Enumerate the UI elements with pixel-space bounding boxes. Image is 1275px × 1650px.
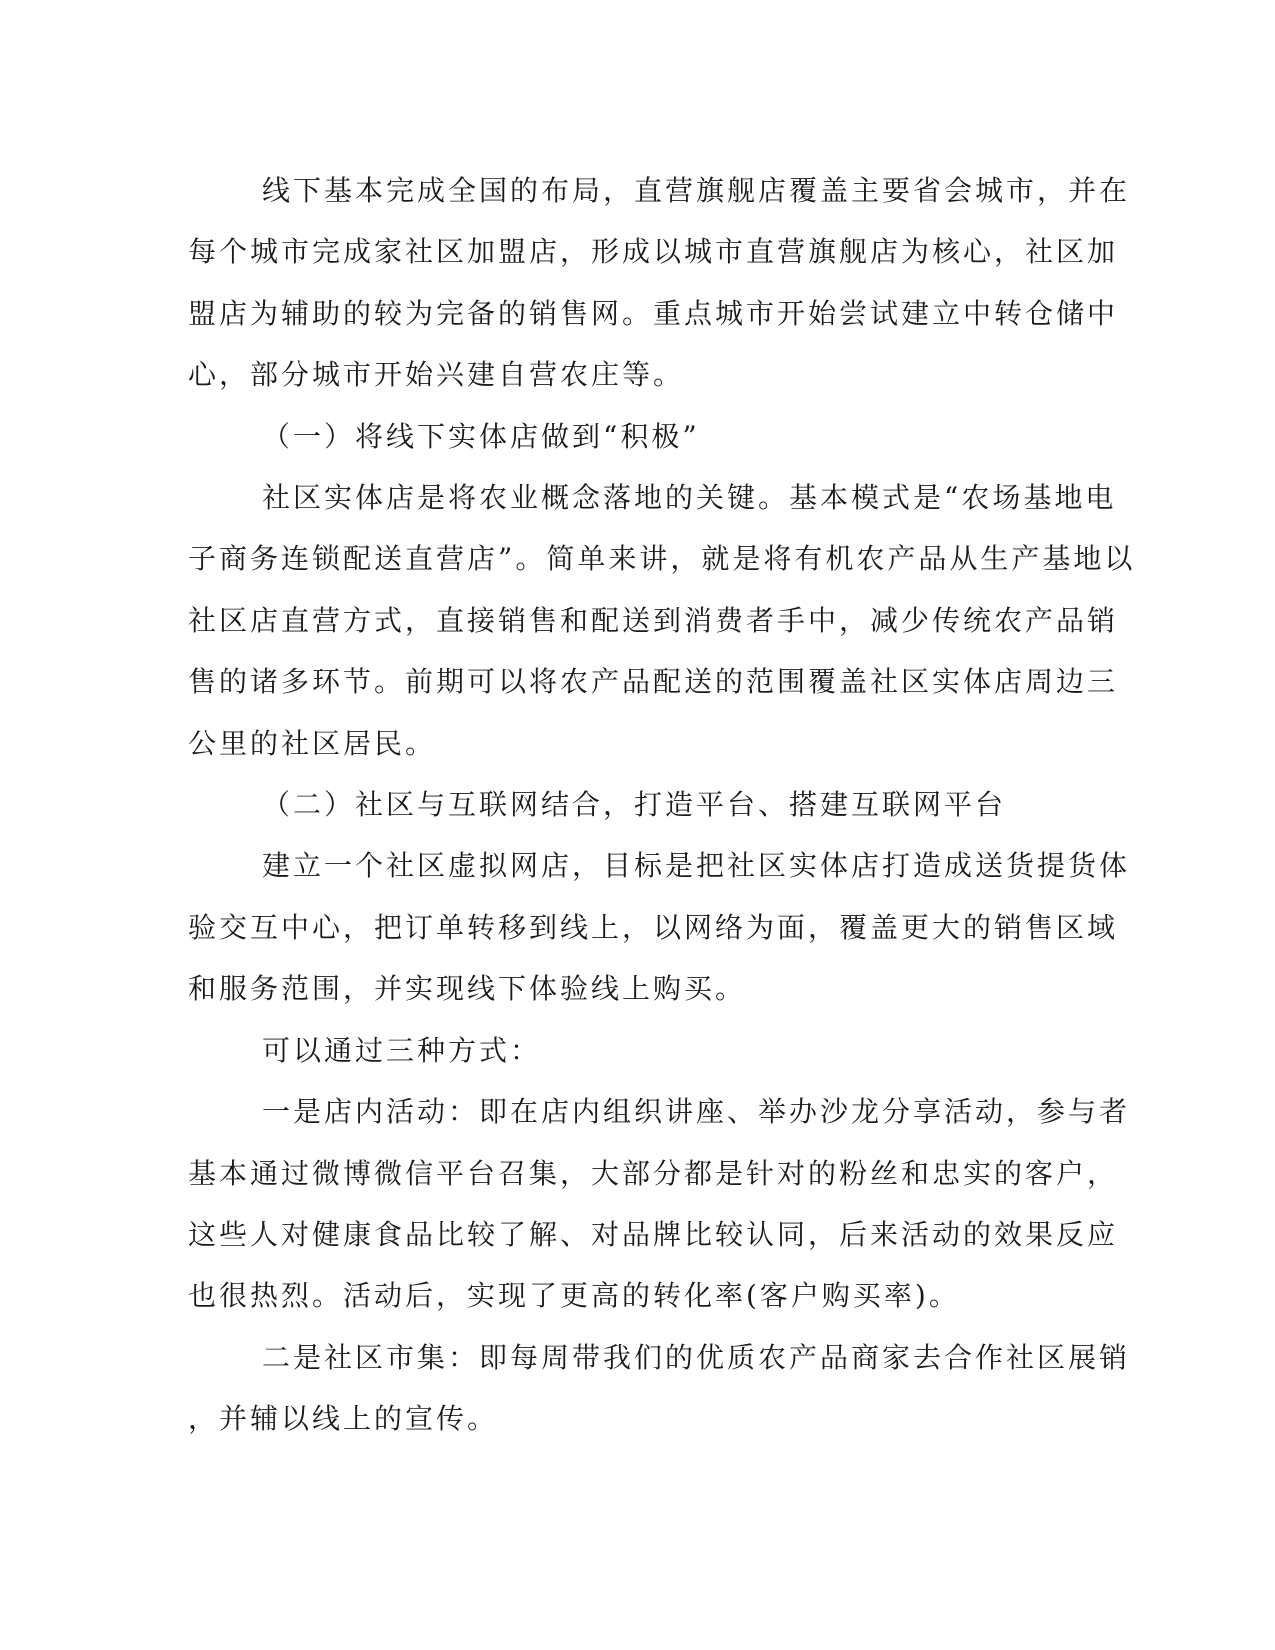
text-line: 盟店为辅助的较为完备的销售网。重点城市开始尝试建立中转仓储中: [188, 296, 1119, 330]
text-line: 线下基本完成全国的布局，直营旗舰店覆盖主要省会城市，并在: [262, 174, 1131, 207]
text-line: 和服务范围，并实现线下体验线上购买。: [188, 972, 747, 1006]
text-line: 心，部分城市开始兴建自营农庄等。: [188, 358, 685, 392]
text-line: 验交互中心，把订单转移到线上，以网络为面，覆盖更大的销售区域: [188, 910, 1119, 944]
text-line: 这些人对健康食品比较了解、对品牌比较认同，后来活动的效果反应: [188, 1217, 1119, 1251]
heading-text: （一）将线下实体店做到“积极”: [262, 419, 700, 453]
text-line: 社区实体店是将农业概念落地的关键。基本模式是“农场基地电: [262, 481, 1117, 515]
text-line: 也很热烈。活动后，实现了更高的转化率(客户购买率)。: [188, 1279, 960, 1313]
paragraph-community-market: [188, 1327, 1131, 1450]
document-body: [188, 160, 1136, 1450]
text-line: 售的诸多环节。前期可以将农产品配送的范围覆盖社区实体店周边三: [188, 665, 1119, 699]
section-heading-two: [188, 774, 1068, 835]
text-line: 公里的社区居民。: [188, 726, 437, 760]
paragraph-virtual-store: [188, 835, 1131, 1019]
text-line: 一是店内活动：即在店内组织讲座、举办沙龙分享活动，参与者: [262, 1095, 1131, 1129]
paragraph-offline-layout: [188, 160, 1131, 406]
text-line: 子商务连锁配送直营店”。简单来讲，就是将有机农产品从生产基地以: [188, 542, 1136, 576]
text-line: ，并辅以线上的宣传。: [188, 1402, 499, 1436]
paragraph-in-store-activity: [188, 1081, 1131, 1327]
paragraph-community-store: [188, 467, 1136, 774]
paragraph-three-methods: [188, 1020, 1068, 1081]
text-line: 社区店直营方式，直接销售和配送到消费者手中，减少传统农产品销: [188, 603, 1119, 637]
section-heading-one: [188, 406, 1068, 467]
text-line: 二是社区市集：即每周带我们的优质农产品商家去合作社区展销: [262, 1340, 1131, 1374]
text-line: 建立一个社区虚拟网店，目标是把社区实体店打造成送货提货体: [262, 849, 1131, 883]
text-line: 每个城市完成家社区加盟店，形成以城市直营旗舰店为核心，社区加: [188, 235, 1119, 269]
text-line: 基本通过微博微信平台召集，大部分都是针对的粉丝和忠实的客户，: [188, 1156, 1119, 1190]
heading-text: （二）社区与互联网结合，打造平台、搭建互联网平台: [262, 788, 1007, 822]
text-line: 可以通过三种方式：: [262, 1033, 542, 1067]
